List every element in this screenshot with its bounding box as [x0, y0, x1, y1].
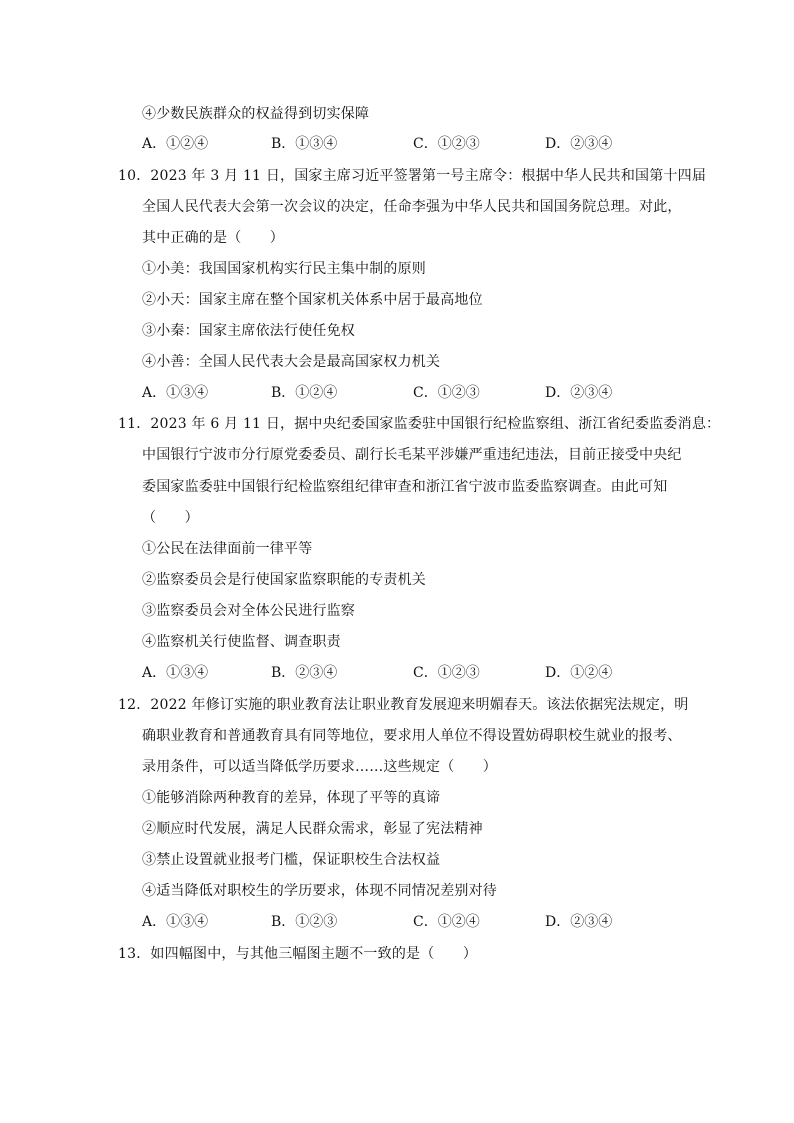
q10-item-4: ④小善：全国人民代表大会是最高国家权力机关: [142, 354, 441, 370]
q10-item-3: ③小秦：国家主席依法行使任免权: [142, 323, 355, 339]
q11-stem-line-1: 11．2023 年 6 月 11 日，据中央纪委国家监委驻中国银行纪检监察组、浙江省纪委监委消息：: [118, 416, 721, 432]
q9-option-c: C．①②③: [413, 136, 480, 152]
q11-item-4: ④监察机关行使监督、调查职责: [142, 634, 341, 650]
q9-option-b: B．①③④: [271, 136, 338, 152]
q12-item-2: ②顺应时代发展，满足人民群众需求，彰显了宪法精神: [142, 821, 483, 837]
q12-item-1: ①能够消除两种教育的差异，体现了平等的真谛: [142, 790, 441, 806]
q9-option-a: A．①②④: [142, 136, 209, 152]
q12-item-3: ③禁止设置就业报考门槛，保证职校生合法权益: [142, 852, 441, 868]
q12-option-b: B．①②③: [271, 914, 338, 930]
q10-option-d: D．②③④: [545, 385, 613, 401]
q10-item-1: ①小美：我国国家机构实行民主集中制的原则: [142, 261, 426, 277]
q9-option-d: D．②③④: [545, 136, 613, 152]
q12-option-d: D．②③④: [545, 914, 613, 930]
q12-item-4: ④适当降低对职校生的学历要求，体现不同情况差别对待: [142, 883, 497, 899]
q10-option-a: A．①③④: [142, 385, 209, 401]
q9-item-4: ④少数民族群众的权益得到切实保障: [142, 106, 370, 122]
q12-stem-line-2: 确职业教育和普通教育具有同等地位，要求用人单位不得设置妨碍职校生就业的报考、: [142, 728, 682, 744]
q11-option-a: A．①③④: [142, 665, 209, 681]
q11-option-d: D．①②④: [545, 665, 613, 681]
q10-option-b: B．①②④: [271, 385, 338, 401]
q10-stem-line-3: 其中正确的是（ ）: [142, 230, 284, 246]
q10-item-2: ②小天：国家主席在整个国家机关体系中居于最高地位: [142, 292, 483, 308]
q10-option-c: C．①②③: [413, 385, 480, 401]
q12-stem-line-1: 12．2022 年修订实施的职业教育法让职业教育发展迎来明媚春天。该法依据宪法规定，明: [118, 697, 689, 713]
q10-stem-line-2: 全国人民代表大会第一次会议的决定，任命李强为中华人民共和国国务院总理。对此，: [142, 199, 682, 215]
q13-stem-line-1: 13．如四幅图中，与其他三幅图主题不一致的是（ ）: [118, 946, 478, 962]
q12-stem-line-3: 录用条件，可以适当降低学历要求……这些规定（ ）: [142, 759, 497, 775]
q11-option-b: B．②③④: [271, 665, 338, 681]
q12-option-a: A．①③④: [142, 914, 209, 930]
q11-option-c: C．①②③: [413, 665, 480, 681]
q11-stem-line-3: 委国家监委驻中国银行纪检监察组纪律审查和浙江省宁波市监委监察调查。由此可知: [142, 479, 668, 495]
q10-stem-line-1: 10．2023 年 3 月 11 日，国家主席习近平签署第一号主席令：根据中华人民共和国第十四届: [118, 168, 707, 184]
q11-item-2: ②监察委员会是行使国家监察职能的专责机关: [142, 572, 426, 588]
q11-stem-line-4: （ ）: [142, 510, 199, 526]
q12-option-c: C．①②④: [413, 914, 480, 930]
q11-item-3: ③监察委员会对全体公民进行监察: [142, 603, 355, 619]
q11-stem-line-2: 中国银行宁波市分行原党委委员、副行长毛某平涉嫌严重违纪违法，目前正接受中央纪: [142, 447, 682, 463]
q11-item-1: ①公民在法律面前一律平等: [142, 541, 313, 557]
